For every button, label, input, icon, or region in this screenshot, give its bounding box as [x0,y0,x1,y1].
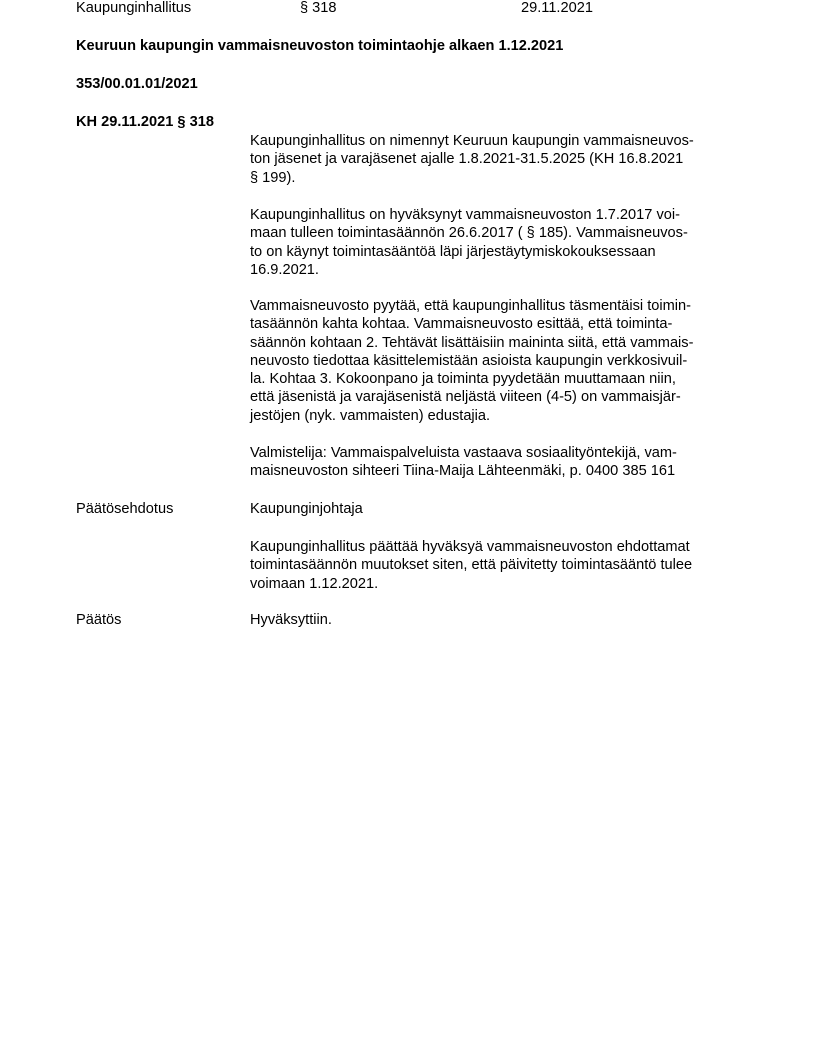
header-organ: Kaupunginhallitus [76,0,192,16]
body-line: Valmistelija: Vammaispalveluista vastaava sosiaalityöntekijä, vam- [250,445,677,461]
body-line: säännön kohtaan 2. Tehtävät lisättäisiin maininta siitä, että vammais- [250,334,694,351]
proposal-line: Kaupunginhallitus päättää hyväksyä vammaisneuvoston ehdottamat [250,539,690,555]
body-line: ton jäsenet ja varajäsenet ajalle 1.8.2021-31.5.2025 (KH 16.8.2021 [250,151,684,168]
header-section: § 318 [300,0,337,16]
body-paragraph-2 [250,206,745,279]
body-paragraph-3 [250,297,745,425]
proposer-name: Kaupunginjohtaja [250,501,363,517]
body-line: maan tulleen toimintasäännön 26.6.2017 ( § 185). Vammaisneuvos- [250,225,688,242]
header-date: 29.11.2021 [521,0,593,16]
proposal-label: Päätösehdotus [76,501,174,517]
body-line: to on käynyt toimintasääntöä läpi järjestäytymiskokouksessaan [250,243,656,260]
body-paragraph-1 [250,132,745,187]
body-line: neuvosto tiedottaa käsittelemistään asioista kaupungin verkkosivuil- [250,352,688,369]
body-line: jestöjen (nyk. vammaisten) edustajia. [250,407,491,424]
body-line: Vammaisneuvosto pyytää, että kaupunginhallitus täsmentäisi toimin- [250,298,692,314]
body-line: Kaupunginhallitus on hyväksynyt vammaisneuvoston 1.7.2017 voi- [250,207,680,223]
proposal-line: toimintasäännön muutokset siten, että päivitetty toimintasääntö tulee [250,557,693,574]
preparer-paragraph [250,444,745,481]
body-line: tasäännön kahta kohtaa. Vammaisneuvosto esittää, että toiminta- [250,316,673,333]
body-line: maisneuvoston sihteeri Tiina-Maija Lähteenmäki, p. 0400 385 161 [250,463,676,480]
meeting-reference: KH 29.11.2021 § 318 [76,114,214,130]
record-number: 353/00.01.01/2021 [76,76,198,92]
body-line: 16.9.2021. [250,261,319,278]
decision-label: Päätös [76,612,122,628]
body-line: Kaupunginhallitus on nimennyt Keuruun kaupungin vammaisneuvos- [250,133,694,149]
proposal-line: voimaan 1.12.2021. [250,575,379,592]
proposal-text [250,538,745,593]
body-line: la. Kohtaa 3. Kokoonpano ja toiminta pyydetään muuttamaan niin, [250,371,676,388]
body-line: että jäsenistä ja varajäsenistä neljästä viiteen (4-5) on vammaisjär- [250,389,681,406]
decision-text: Hyväksyttiin. [250,612,332,628]
document-title: Keuruun kaupungin vammaisneuvoston toimintaohje alkaen 1.12.2021 [76,38,564,54]
body-line: § 199). [250,169,296,186]
